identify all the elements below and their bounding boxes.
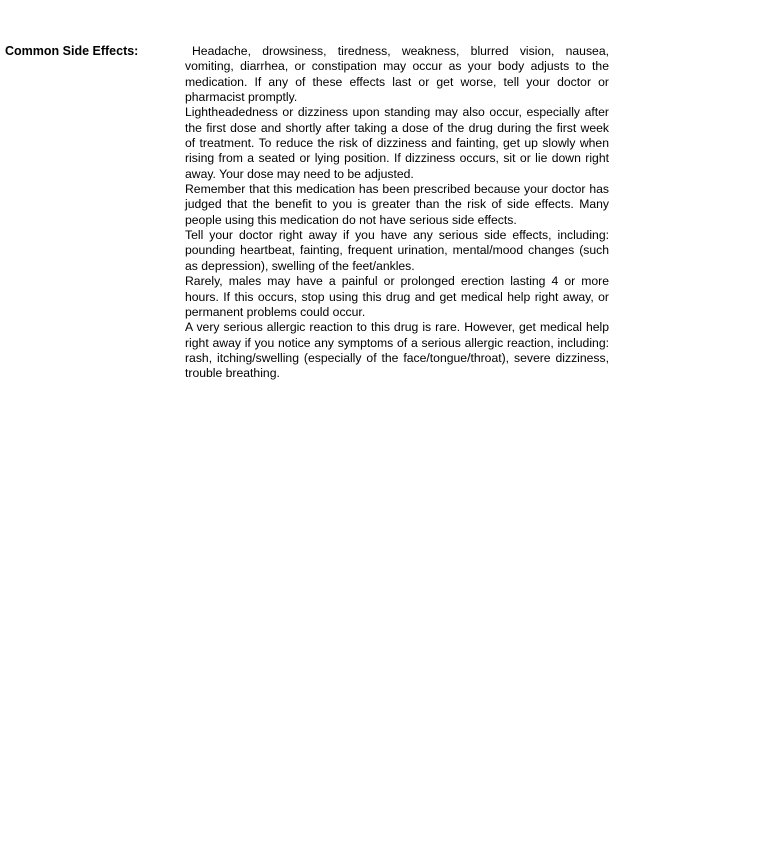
paragraph-benefit-note: Remember that this medication has been prescribed because your doctor has judged that the benefit to you is greater than the risk of side effects. Many people using this medication do not have serious side effects.: [185, 182, 609, 227]
paragraph-common-effects: Headache, drowsiness, tiredness, weakness, blurred vision, nausea, vomiting, diarrhea, or constipation may occur as your body adjusts to the medication. If any of these effects last or get worse, tell your doctor or pharmacist promptly.: [185, 44, 609, 105]
paragraph-serious-effects: Tell your doctor right away if you have any serious side effects, including: pounding heartbeat, fainting, frequent urination, mental/mood changes (such as depression), swelling of the feet/ankles.: [185, 228, 609, 273]
paragraph-prolonged-erection: Rarely, males may have a painful or prolonged erection lasting 4 or more hours. If this occurs, stop using this drug and get medical help right away, or permanent problems could occur.: [185, 274, 609, 319]
paragraph-allergic-reaction: A very serious allergic reaction to this drug is rare. However, get medical help right away if you notice any symptoms of a serious allergic reaction, including: rash, itching/swelling (especially of the face/tongue/throat), severe dizziness, trouble breathing.: [185, 320, 609, 381]
section-label: Common Side Effects:: [5, 44, 139, 58]
side-effects-content: [185, 44, 609, 382]
paragraph-dizziness: Lightheadedness or dizziness upon standing may also occur, especially after the first dose and shortly after taking a dose of the drug during the first week of treatment. To reduce the risk of dizziness and fainting, get up slowly when rising from a seated or lying position. If dizziness occurs, sit or lie down right away. Your dose may need to be adjusted.: [185, 105, 609, 181]
